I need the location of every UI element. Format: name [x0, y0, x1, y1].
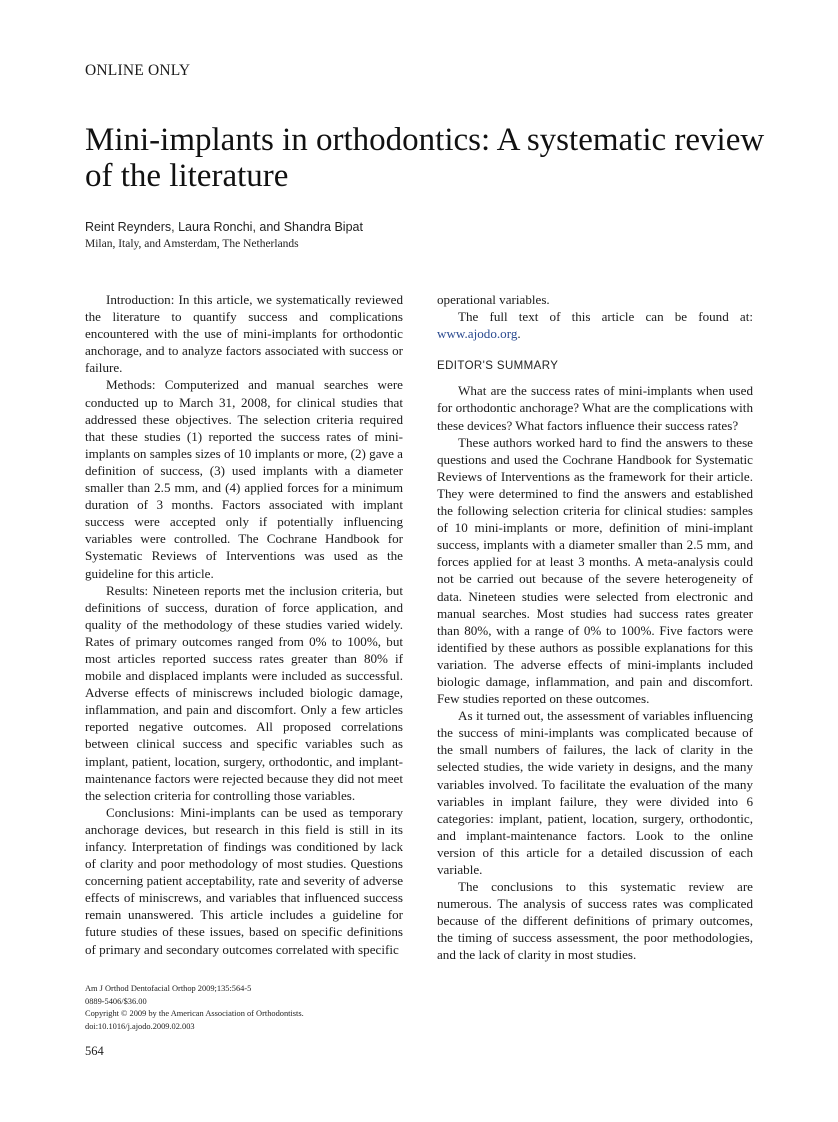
abstract-methods: Methods: Computerized and manual searches were conducted up to March 31, 2008, for clinical studies that addressed these objectives. The selection criteria required that these studies (1) reported the success rates of mini-implants on samples sizes of 10 implants or more, (2) gave a definition of success, (3) used implants with a diameter smaller than 2.5 mm, and (4) applied forces for a minimum duration of 3 months. Factors associated with implant success were accepted only if potentially influencing variables were controlled. The Cochrane Handbook for Systematic Reviews of Interventions was used as the guideline for this article.	[85, 377, 403, 581]
copyright-notice: Copyright © 2009 by the American Association of Orthodontists.	[85, 1009, 304, 1019]
editors-summary-paragraph: As it turned out, the assessment of variables influencing the success of mini-implants was complicated because of the small numbers of failures, the lack of clarity in the selected studies, the wide variety in designs, and the many variables involved. To facilitate the evaluation of the many variables in implant failure, they were divided into 6 categories: implant, patient, location, surgery, orthodontic, and implant-maintenance factors. Look to the online version of this article for a detailed discussion of each variable.	[437, 708, 753, 877]
right-column	[437, 291, 753, 1036]
fulltext-note	[437, 308, 753, 342]
article-footnote	[85, 983, 304, 1033]
editors-summary-heading: EDITOR'S SUMMARY	[437, 360, 559, 373]
page-number: 564	[85, 1044, 104, 1058]
abstract-introduction: Introduction: In this article, we systematically reviewed the literature to quantify success and complications encountered with the use of mini-implants for orthodontic anchorage, and to analyze factors associated with success or failure.	[85, 292, 403, 376]
editors-summary-paragraph: The conclusions to this systematic review are numerous. The analysis of success rates was complicated because of the different definitions of primary outcomes, the timing of success assessment, the poor methodologies, and the lack of clarity in most studies.	[437, 879, 753, 963]
abstract-column	[85, 291, 403, 963]
article-title: Mini-implants in orthodontics: A systematic review of the literature	[85, 122, 765, 194]
abstract-conclusions-continued: operational variables.	[437, 292, 550, 307]
author-affiliation: Milan, Italy, and Amsterdam, The Netherlands	[85, 238, 299, 250]
issn-price: 0889-5406/$36.00	[85, 996, 147, 1006]
author-list: Reint Reynders, Laura Ronchi, and Shandra Bipat	[85, 220, 363, 234]
fulltext-prefix: The full text of this article can be found at:	[458, 309, 753, 325]
section-label: ONLINE ONLY	[85, 62, 191, 79]
editors-summary-paragraph: These authors worked hard to find the answers to these questions and used the Cochrane Handbook for Systematic Reviews of Interventions as the framework for their article. They were determined to find the answers and established the following selection criteria for clinical studies: samples of 10 mini-implants or more, definition of mini-implant success, implants with a diameter smaller than 2.5 mm, and forces applied for at least 3 months. A meta-analysis could not be carried out because of the severe heterogeneity of data. Nineteen studies were selected from electronic and manual searches. Most studies had success rates greater than 80%, with a range of 0% to 100%. Five factors were identified by these authors as possible explanations for this variation. The adverse effects of mini-implants included biologic damage, inflammation, and pain and discomfort. Few studies reported on these outcomes.	[437, 434, 753, 707]
doi: doi:10.1016/j.ajodo.2009.02.003	[85, 1021, 195, 1031]
fulltext-suffix: .	[517, 326, 521, 342]
abstract-results: Results: Nineteen reports met the inclusion criteria, but definitions of success, duration of force application, and quality of the methodology of these studies varied widely. Rates of primary outcomes ranged from 0% to 100%, but most articles reported success rates greater than 80% if mobile and displaced implants were included as successful. Adverse effects of miniscrews included biologic damage, inflammation, and pain and discomfort. Only a few articles reported negative outcomes. All proposed correlations between clinical success and specific variables such as implant, patient, location, surgery, orthodontic, and implant-maintenance factors were rejected because they did not meet the selection criteria for controlling those variables.	[85, 582, 403, 803]
abstract-conclusions: Conclusions: Mini-implants can be used as temporary anchorage devices, but research in this field is still in its infancy. Interpretation of findings was conditioned by lack of clarity and poor methodology of most studies. Questions concerning patient acceptability, rate and severity of adverse effects of miniscrews, and variables that influenced success remain unanswered. This article includes a guideline for future studies of these issues, based on specific definitions of primary and secondary outcomes correlated with specific	[85, 804, 403, 957]
journal-citation: Am J Orthod Dentofacial Orthop 2009;135:564-5	[85, 984, 252, 993]
editors-summary-paragraph: What are the success rates of mini-implants when used for orthodontic anchorage? What are the complications with these devices? What factors influence their success rates?	[437, 383, 753, 433]
journal-website-link[interactable]: www.ajodo.org	[437, 326, 518, 342]
